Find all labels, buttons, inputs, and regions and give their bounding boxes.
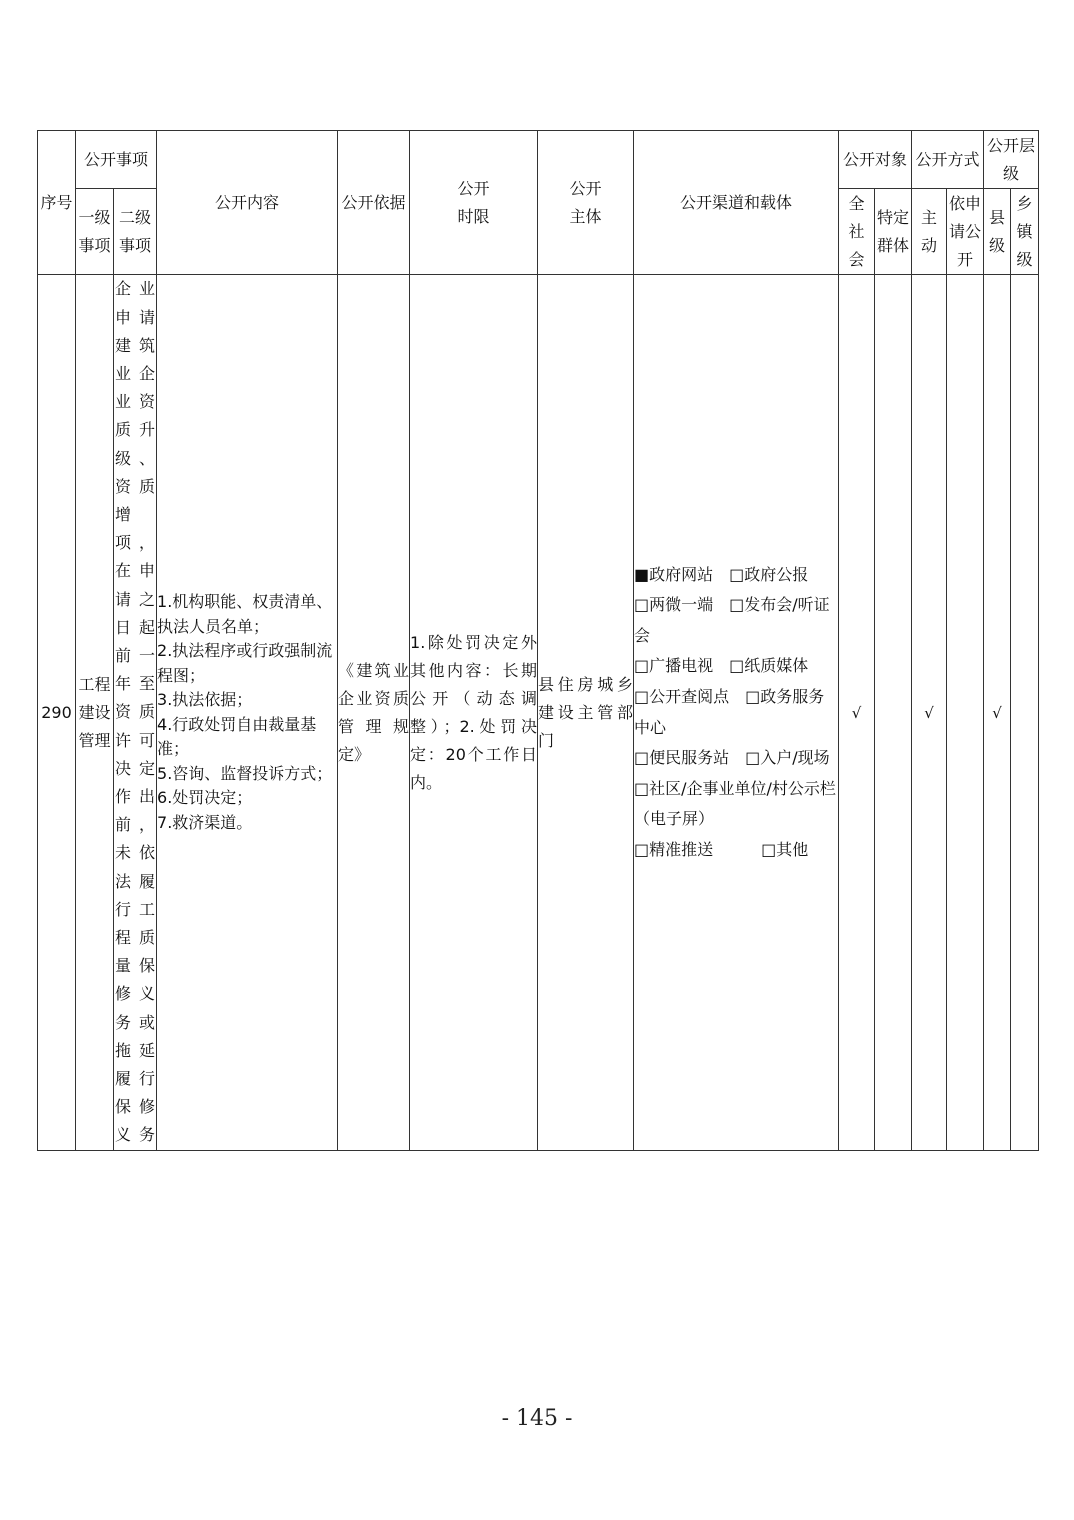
channel-list xyxy=(634,560,838,866)
header-level2-label: 二级事项 xyxy=(118,207,151,255)
content-item: 4.行政处罚自由裁量基准； xyxy=(157,714,317,758)
header-method-active-label: 主动 xyxy=(921,207,938,255)
row-channels xyxy=(634,275,839,1151)
row-level2 xyxy=(114,275,157,1151)
header-row-1 xyxy=(38,131,1039,189)
header-time-limit xyxy=(410,131,538,275)
header-basis: 公开依据 xyxy=(338,131,410,275)
row-basis-label: 《建筑业企业资质管理规定》 xyxy=(338,660,410,764)
content-list xyxy=(157,590,337,835)
header-method-request xyxy=(947,189,984,275)
row-time-limit xyxy=(410,275,538,1151)
row-method-active: √ xyxy=(912,275,947,1151)
header-level-county xyxy=(984,189,1011,275)
header-method-request-label: 依申请公开 xyxy=(949,193,982,269)
row-time-limit-label: 1.除处罚决定外其他内容：长期公开（动态调整）；2.处罚决定：20个工作日内。 xyxy=(410,632,538,792)
header-time-limit-label: 公开时限 xyxy=(457,178,490,226)
row-audience-all: √ xyxy=(839,275,875,1151)
header-level xyxy=(984,131,1039,189)
header-level-town xyxy=(1011,189,1039,275)
channel-item: □公开查阅点 □政务服务中心 xyxy=(634,686,825,737)
content-item: 7.救济渠道。 xyxy=(157,812,253,832)
channel-item: □精准推送 □其他 xyxy=(634,839,809,859)
header-audience-all xyxy=(839,189,875,275)
header-audience-group xyxy=(875,189,912,275)
header-audience: 公开对象 xyxy=(839,131,912,189)
content-item: 2.执法程序或行政强制流程图； xyxy=(157,641,333,685)
table-row xyxy=(38,275,1039,1151)
row-level-town xyxy=(1011,275,1039,1151)
header-subject xyxy=(538,131,634,275)
header-level-county-label: 县级 xyxy=(989,207,1006,255)
header-level2 xyxy=(114,189,157,275)
channel-item: □便民服务站 □入户/现场 xyxy=(634,748,830,768)
header-audience-all-label: 全社会 xyxy=(848,193,865,269)
row-level1-label: 工程建设管理 xyxy=(78,674,111,750)
row-basis xyxy=(338,275,410,1151)
header-method-active xyxy=(912,189,947,275)
header-level-town-label: 乡镇级 xyxy=(1016,193,1033,269)
disclosure-table xyxy=(37,130,1039,1151)
header-items: 公开事项 xyxy=(76,131,157,189)
channel-item: □两微一端 □发布会/听证会 xyxy=(634,595,830,645)
page-number: - 145 - xyxy=(501,1406,573,1431)
header-level1-label: 一级事项 xyxy=(78,207,111,255)
row-level1 xyxy=(76,275,114,1151)
content-item: 1.机构职能、权责清单、执法人员名单； xyxy=(157,592,333,636)
row-content xyxy=(157,275,338,1151)
header-content: 公开内容 xyxy=(157,131,338,275)
header-subject-label: 公开主体 xyxy=(569,178,602,226)
channel-item: □社区/企事业单位/村公示栏（电子屏） xyxy=(634,778,836,829)
row-level2-label: 企业申请建筑业企业资质升级、资质增项，在申请之日起前一年至资质许可决定作出前，未依法履行工程质量保修义务或拖延履行保修义务 xyxy=(115,279,155,1145)
header-channels: 公开渠道和载体 xyxy=(634,131,839,275)
header-audience-group-label: 特定群体 xyxy=(877,207,910,255)
row-method-request xyxy=(947,275,984,1151)
header-seq: 序号 xyxy=(38,131,76,275)
content-item: 6.处罚决定； xyxy=(157,788,253,807)
header-level1 xyxy=(76,189,114,275)
content-item: 3.执法依据； xyxy=(157,690,253,709)
row-seq: 290 xyxy=(38,275,76,1151)
row-subject-label: 县住房城乡建设主管部门 xyxy=(538,674,634,750)
row-subject xyxy=(538,275,634,1151)
content-item: 5.咨询、监督投诉方式； xyxy=(157,763,333,783)
channel-item: ■政府网站 □政府公报 xyxy=(634,564,809,584)
header-method: 公开方式 xyxy=(912,131,984,189)
row-audience-group xyxy=(875,275,912,1151)
row-level-county: √ xyxy=(984,275,1011,1151)
header-level-label: 公开层级 xyxy=(987,135,1036,183)
channel-item: □广播电视 □纸质媒体 xyxy=(634,656,809,676)
